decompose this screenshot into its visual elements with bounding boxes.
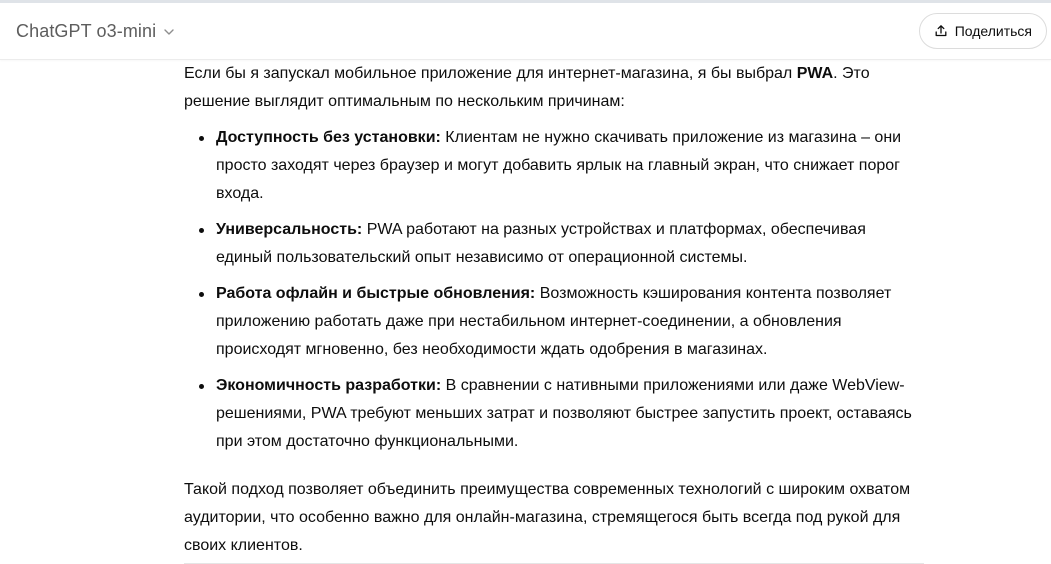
bullet-icon: [199, 136, 204, 141]
intro-bold-pwa: PWA: [796, 65, 834, 82]
intro-text-after: . Это решение выглядит оптимальным по нескольким причинам:: [184, 65, 870, 110]
list-item: [184, 280, 924, 364]
message-intro: [184, 60, 924, 116]
list-item-title: Работа офлайн и быстрые обновления:: [216, 285, 536, 302]
bullet-icon: [199, 384, 204, 389]
list-item: [184, 372, 924, 456]
list-item-title: Экономичность разработки:: [216, 377, 442, 394]
chat-header: [0, 3, 1051, 60]
share-button[interactable]: [919, 13, 1047, 49]
intro-text-before: Если бы я запускал мобильное приложение для интернет-магазина, я бы выбрал: [184, 65, 797, 82]
list-item-text: Возможность кэширования контента позволяет приложению работать даже при нестабильном интернет-соединении, а обновления происходят мгновенно, без необходимости ждать одобрения в магазинах.: [216, 285, 892, 358]
list-item-title: Универсальность:: [216, 221, 363, 238]
list-item-text: В сравнении с нативными приложениями или даже WebView-решениями, PWA требуют меньших затрат и позволяют быстрее запустить проект, оставаясь при этом достаточно функциональными.: [216, 377, 912, 450]
list-item-text: Клиентам не нужно скачивать приложение из магазина – они просто заходят через браузер и могут добавить ярлык на главный экран, что снижает порог входа.: [216, 129, 902, 202]
reasons-list: [184, 124, 924, 456]
list-item-text: PWA работают на разных устройствах и платформах, обеспечивая единый пользовательский опыт независимо от операционной системы.: [216, 221, 866, 266]
list-item: [184, 216, 924, 272]
model-switcher[interactable]: [16, 15, 176, 47]
share-icon: [934, 24, 948, 38]
message-outro: Такой подход позволяет объединить преимущества современных технологий с широким охватом аудитории, что особенно важно для онлайн-магазина, стремящегося быть всегда под рукой для своих клиентов.: [184, 481, 911, 554]
model-name: ChatGPT o3-mini: [16, 20, 157, 41]
bullet-icon: [199, 292, 204, 297]
share-button-label: Поделиться: [954, 23, 1032, 39]
assistant-message: [184, 60, 924, 560]
bullet-icon: [199, 228, 204, 233]
list-item-title: Доступность без установки:: [216, 129, 441, 146]
list-item: [184, 124, 924, 208]
chevron-down-icon: [162, 25, 176, 39]
